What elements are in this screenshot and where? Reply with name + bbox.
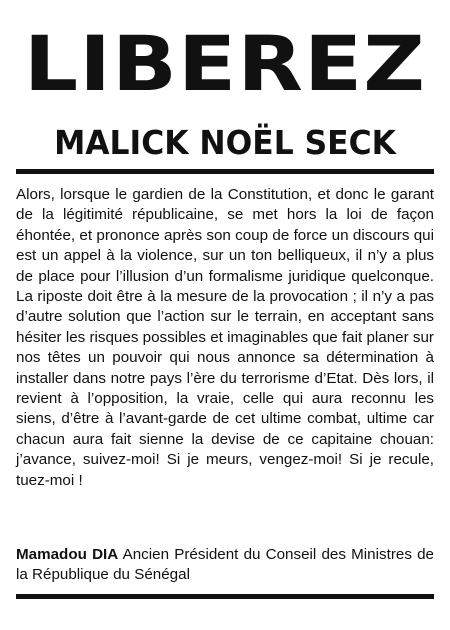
author-name: Mamadou DIA bbox=[16, 546, 119, 563]
bottom-divider bbox=[16, 594, 434, 599]
headline: LIBEREZ bbox=[23, 19, 427, 108]
author-title: Ancien Président du Conseil des Ministres de la République du Sénégal bbox=[16, 546, 434, 584]
subheadline: MALICK NOËL SECK bbox=[54, 123, 396, 162]
poster bbox=[16, 0, 434, 630]
top-divider bbox=[16, 169, 434, 174]
signature-block bbox=[16, 545, 434, 586]
quote-body: Alors, lorsque le gardien de la Constitution, et donc le garant de la légitimité républicaine, se met hors la loi de façon éhontée, et prononce après son coup de force un discours qui est un appel à la violence, sur un ton belliqueux, il n’y a plus de place pour l’illusion d’un formalisme juridique quelconque. La riposte doit être à la mesure de la provocation ; il n’y a pas d’autre solution que l’action sur le terrain, en acceptant sans hésiter les risques possibles et imaginables que fait planer sur nos têtes un pouvoir qui nous annonce sa détermination à installer dans notre pays l’ère du terrorisme d’Etat. Dès lors, il revient à l’opposition, la vraie, celle qui aura reconnu les siens, d’être à l’avant-garde de cet ultime combat, ultime car chacun aura fait sienne la devise de ce capitaine chouan: j’avance, suivez-moi! Si je meurs, vengez-moi! Si je recule, tuez-moi ! bbox=[16, 186, 434, 489]
